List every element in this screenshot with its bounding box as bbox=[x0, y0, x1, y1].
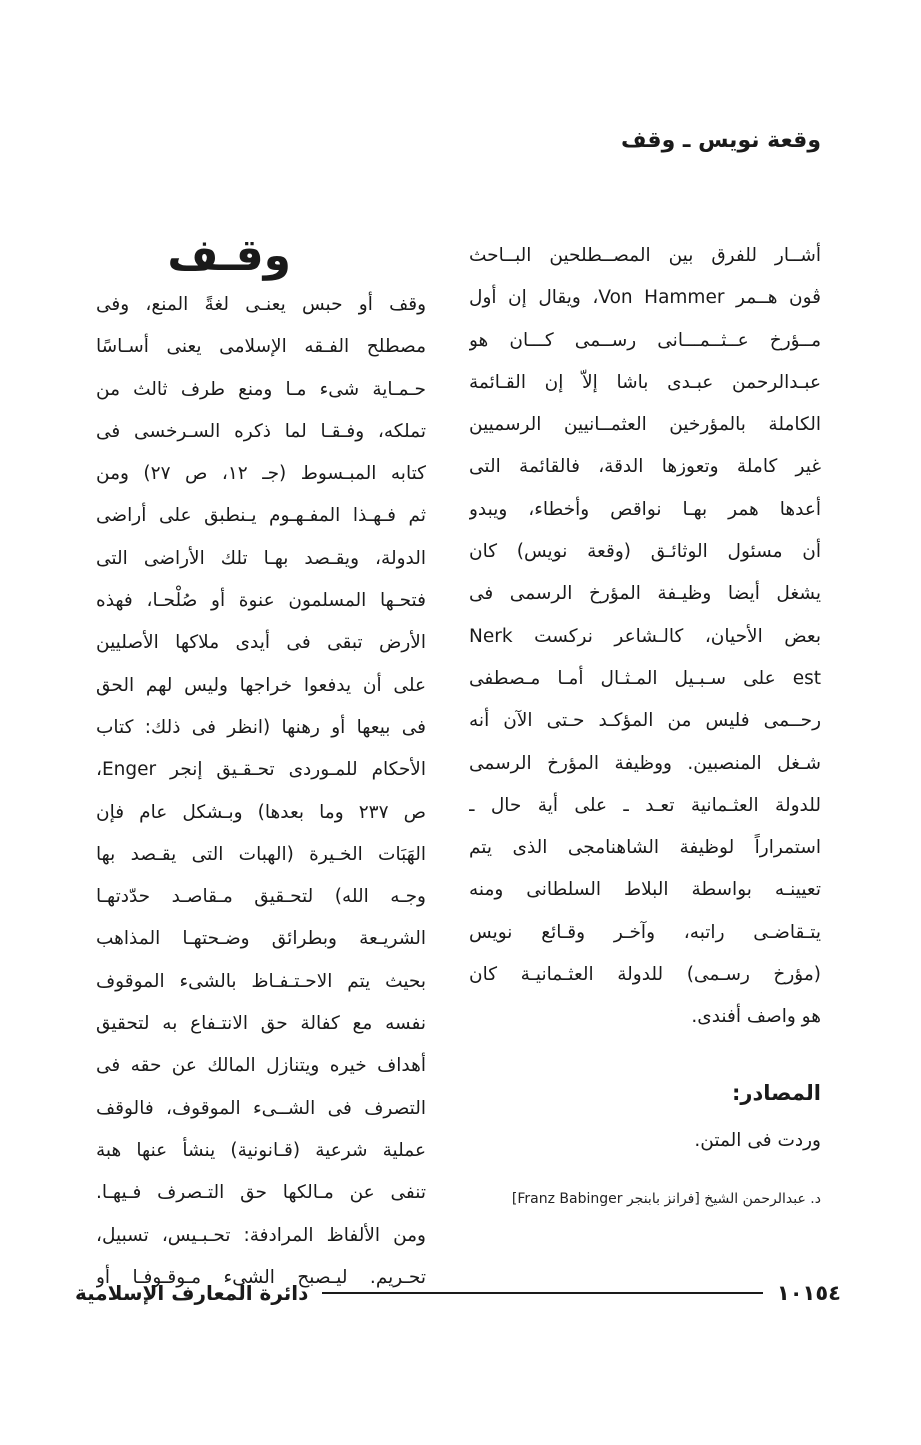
left-column-line: الدولة، ويقـصد بهـا تلك الأراضى التى bbox=[96, 547, 426, 569]
right-column-line: ڤون هــمر Von Hammer، ويقال إن أول bbox=[469, 287, 821, 309]
sources-text: وردت فى المتن. bbox=[694, 1129, 821, 1151]
right-column-line: بعض الأحيان، كالـشاعر نركست Nerk bbox=[469, 625, 821, 647]
right-column-line: تعيينـه بواسطة البلاط السلطانى ومنه bbox=[469, 879, 821, 901]
left-column-line: تحـريم. ليـصبح الشىء مـوقـوفـا أو bbox=[96, 1266, 426, 1288]
right-column-line: أعدها همر بهـا نواقص وأخطاء، ويبدو bbox=[469, 498, 821, 520]
left-column-line: ومن الألفاظ المرادفة: تحـبـيس، تسبيل، bbox=[96, 1224, 426, 1246]
left-column bbox=[96, 228, 426, 1299]
right-column-line: للدولة العثـمانية تعـد ـ على أية حال ـ bbox=[469, 794, 821, 816]
left-column-line: أهداف خيره ويتنازل المالك عن حقه فى bbox=[96, 1055, 426, 1077]
left-column-line: الشريـعة وبطرائق وضـحتهـا المذاهب bbox=[96, 928, 426, 950]
left-column-line: وقف أو حبس يعنـى لغةً المنع، وفى bbox=[96, 294, 426, 315]
right-column-line: غير كاملة وتعوزها الدقة، فالقائمة التى bbox=[469, 456, 821, 478]
right-column-line: يتـقاضـى راتبه، وآخـر وقـائع نويس bbox=[469, 921, 821, 943]
right-column-line: أشــار للفرق بين المصــطلحين البــاحث bbox=[469, 245, 821, 266]
page-number: ١٠١٥٤ bbox=[776, 1281, 841, 1305]
journal-name: دائرة المعارف الإسلامية bbox=[75, 1281, 309, 1305]
left-column-line: الأحكام للمـوردى تحـقـيق إنجر Enger، bbox=[96, 759, 426, 781]
article-title: وقـف bbox=[167, 230, 291, 281]
page-footer bbox=[75, 1275, 841, 1311]
right-column-line: est على سـبـيل المـثـال أمـا مـصطفى bbox=[469, 667, 821, 689]
left-column-line: التصرف فى الشــىء الموقوف، فالوقف bbox=[96, 1097, 426, 1119]
left-column-line: ص ٢٣٧ وما بعدها) وبـشكل عام فإن bbox=[96, 801, 426, 823]
left-column-line: مصطلح الفـقه الإسلامى يعنى أسـاسًا bbox=[96, 336, 426, 358]
left-column-line: فى بيعها أو رهنها (انظر فى ذلك: كتاب bbox=[96, 716, 426, 738]
right-column-line: الكاملة بالمؤرخين العثمــانيين الرسميين bbox=[469, 414, 821, 436]
right-column-line: رحــمى فليس من المؤكـد حـتى الآن أنه bbox=[469, 710, 821, 732]
right-column-line: شـغل المنصبين. ووظيفة المؤرخ الرسمى bbox=[469, 752, 821, 774]
left-column-line: فتحـها المسلمون عنوة أو صُلْحـا، فهذه bbox=[96, 590, 426, 612]
right-column-line: (مؤرخ رسـمى) للدولة العثـمانيـة كان bbox=[469, 964, 821, 986]
sources-heading: المصادر: bbox=[731, 1080, 821, 1105]
left-column-line: تملكه، وفـقـا لما ذكره السـرخسى فى bbox=[96, 420, 426, 442]
left-column-line: كتابه المبـسوط (جـ ١٢، ص ٢٧) ومن bbox=[96, 463, 426, 485]
right-column bbox=[469, 235, 821, 1211]
right-column-line: مــؤرخ عــثــمـــانى رســمى كـــان هو bbox=[469, 329, 821, 351]
left-column-line: تنفى عن مـالكها حق التـصرف فـيهـا. bbox=[96, 1182, 426, 1204]
right-column-line: يشغل أيضا وظيـفة المؤرخ الرسمى فى bbox=[469, 583, 821, 605]
left-column-line: وجـه الله) لتحـقيق مـقاصـد حدّدتهـا bbox=[96, 886, 426, 908]
left-column-line: بحيث يتم الاحـتـفـاظ بالشىء الموقوف bbox=[96, 970, 426, 992]
left-column-line: ثم فـهـذا المفـهـوم يـنطبق على أراضى bbox=[96, 505, 426, 527]
right-column-line: أن مسئول الوثائـق (وقعة نويس) كان bbox=[469, 541, 821, 563]
left-column-line: نفسه مع كفالة حق الانتـفاع به لتحقيق bbox=[96, 1013, 426, 1035]
right-column-line: استمراراً لوظيفة الشاهنامجى الذى يتم bbox=[469, 837, 821, 859]
author-signature: د. عبدالرحمن الشيخ [فرانز بابنجر Franz Babinger] bbox=[511, 1190, 821, 1207]
left-column-line: عملية شرعية (قـانونية) ينشأ عنها هبة bbox=[96, 1139, 426, 1161]
running-header: وقعة نويس ـ وقف bbox=[620, 128, 821, 153]
footer-rule bbox=[322, 1292, 763, 1294]
left-column-line: حـمـاية شىء مـا ومنع طرف ثالث من bbox=[96, 378, 426, 400]
left-column-line: الأرض تبقى فى أيدى ملاكها الأصليين bbox=[96, 632, 426, 654]
right-column-line: عبـدالرحمن عبـدى باشا إلاّ إن القـائمة bbox=[469, 371, 821, 393]
left-column-line: على أن يدفعوا خراجها وليس لهم الحق bbox=[96, 674, 426, 696]
right-column-line: هو واصف أفندى. bbox=[691, 1006, 821, 1028]
left-column-line: الهَبَات الخـيرة (الهبات التى يقـصد بها bbox=[96, 843, 426, 865]
